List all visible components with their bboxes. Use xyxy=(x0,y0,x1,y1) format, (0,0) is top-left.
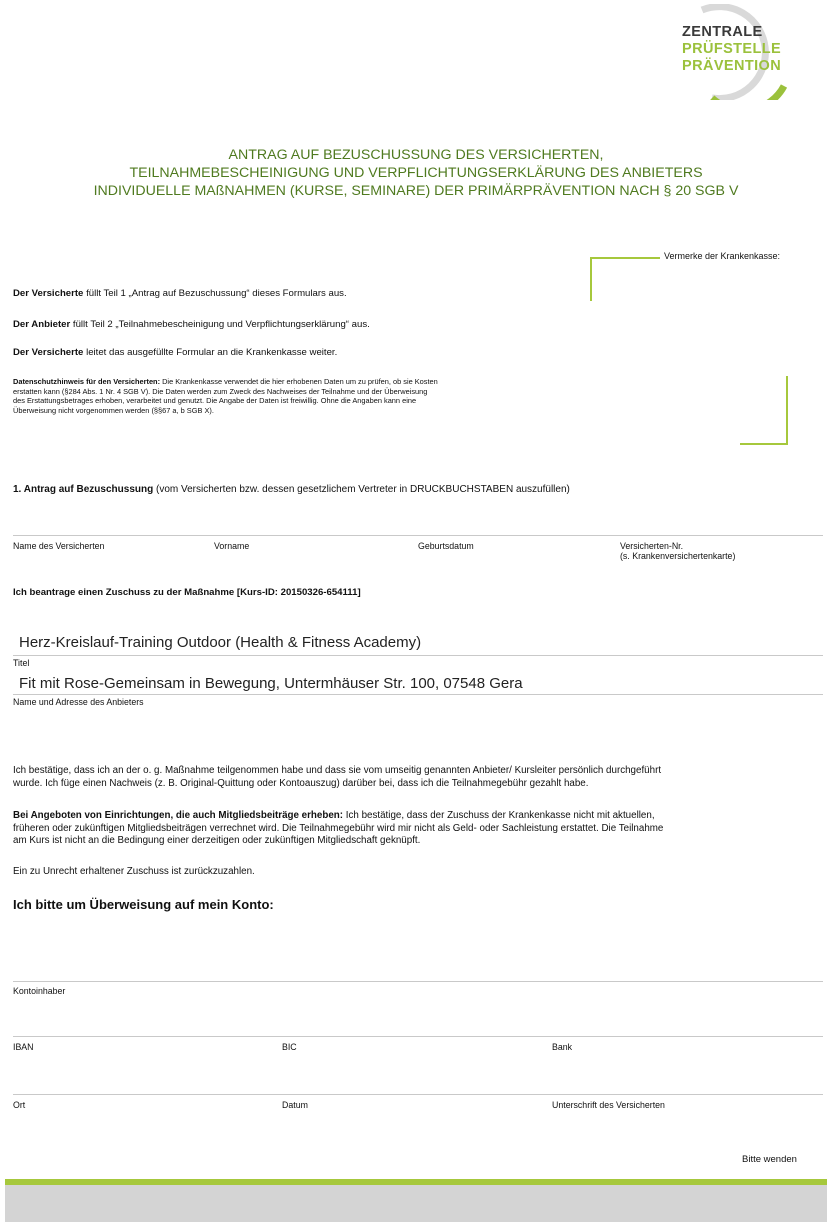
vermerke-corner-top xyxy=(590,257,660,259)
bestaetigung-line-2: wurde. Ich füge einen Nachweis (z. B. Original-Quittung oder Kontoauszug) darüber bei, dass ich die Teilnahmegebühr gezahlt habe. xyxy=(13,777,589,789)
logo xyxy=(672,4,808,100)
page-title xyxy=(0,146,832,200)
intro-3-bold: Der Versicherte xyxy=(13,347,84,358)
geburtsdatum-label: Geburtsdatum xyxy=(418,541,474,551)
bestaetigung-text xyxy=(13,765,661,790)
titel-line xyxy=(13,655,823,656)
intro-1-bold: Der Versicherte xyxy=(13,288,84,299)
row1-line xyxy=(13,535,823,536)
title-line-2: TEILNAHMEBESCHEINIGUNG UND VERPFLICHTUNGSERKLÄRUNG DES ANBIETERS xyxy=(129,165,703,181)
title-line-3: INDIVIDUELLE MAßNAHMEN (KURSE, SEMINARE) DER PRIMÄRPRÄVENTION NACH § 20 SGB V xyxy=(93,183,739,199)
footer-gray-bar xyxy=(5,1185,827,1222)
versnr-line-1: Versicherten-Nr. xyxy=(620,541,684,551)
name-label: Name des Versicherten xyxy=(13,541,105,551)
konto-heading: Ich bitte um Überweisung auf mein Konto: xyxy=(13,897,274,912)
einrichtungen-line-1: Ich bestätige, dass der Zuschuss der Krankenkasse nicht mit aktuellen, xyxy=(343,810,655,821)
zuschuss-heading: Ich beantrage einen Zuschuss zu der Maßnahme [Kurs-ID: 20150326-654111] xyxy=(13,587,361,598)
titel-value[interactable]: Herz-Kreislauf-Training Outdoor (Health & Fitness Academy) xyxy=(19,634,422,651)
vermerke-corner-bottom xyxy=(740,443,788,445)
kontoinhaber-label: Kontoinhaber xyxy=(13,986,66,996)
versnr-line-2: (s. Krankenversichertenkarte) xyxy=(620,551,736,561)
section-1-heading xyxy=(13,484,570,495)
datenschutz-bold: Datenschutzhinweis für den Versicherten: xyxy=(13,377,161,386)
unterschrift-label: Unterschrift des Versicherten xyxy=(552,1100,665,1110)
kontoinhaber-line xyxy=(13,981,823,982)
intro-line-3 xyxy=(13,347,337,358)
rueckzahlung-text: Ein zu Unrecht erhaltener Zuschuss ist zurückzuzahlen. xyxy=(13,866,255,877)
datenschutz-line-1: Die Krankenkasse verwendet die hier erhobenen Daten um zu prüfen, ob sie Kosten xyxy=(160,377,438,386)
ort-line xyxy=(13,1094,823,1095)
einrichtungen-bold: Bei Angeboten von Einrichtungen, die auch Mitgliedsbeiträge erheben: xyxy=(13,810,344,821)
vermerke-corner-left xyxy=(590,257,592,301)
bic-label: BIC xyxy=(282,1042,297,1052)
datenschutz-line-4: Überweisung nicht vorgenommen werden (§§67 a, b SGB X). xyxy=(13,405,214,415)
logo-line-3: PRÄVENTION xyxy=(682,58,782,74)
intro-2-bold: Der Anbieter xyxy=(13,319,71,330)
anbieter-value[interactable]: Fit mit Rose-Gemeinsam in Bewegung, Untermhäuser Str. 100, 07548 Gera xyxy=(19,675,523,692)
ort-label: Ort xyxy=(13,1100,26,1110)
bank-label: Bank xyxy=(552,1042,573,1052)
bitte-wenden: Bitte wenden xyxy=(742,1154,797,1165)
intro-line-2 xyxy=(13,319,370,330)
datenschutz-line-3: des Erstattungsbetrages erhoben, verarbeitet und genutzt. Die Angabe der Daten ist freiwillig. Ohne die Angaben kann eine xyxy=(13,396,417,406)
vermerke-label: Vermerke der Krankenkasse: xyxy=(664,251,781,261)
intro-2-text: füllt Teil 2 „Teilnahmebescheinigung und Verpflichtungserklärung“ aus. xyxy=(70,319,370,330)
title-line-1: ANTRAG AUF BEZUSCHUSSUNG DES VERSICHERTEN, xyxy=(228,147,604,163)
logo-line-1: ZENTRALE xyxy=(682,24,763,40)
vermerke-corner-right xyxy=(786,376,788,444)
vorname-label: Vorname xyxy=(214,541,250,551)
anbieter-line xyxy=(13,694,823,695)
versnr-label xyxy=(620,541,735,561)
datenschutz-line-2: erstatten kann (§284 Abs. 1 Nr. 4 SGB V). Die Daten werden zum Zweck des Nachweises der Teilnahme und der Überweisung xyxy=(13,386,428,396)
intro-1-text: füllt Teil 1 „Antrag auf Bezuschussung“ dieses Formulars aus. xyxy=(83,288,347,299)
titel-label: Titel xyxy=(13,658,30,668)
section-1-text: (vom Versicherten bzw. dessen gesetzlichem Vertreter in DRUCKBUCHSTABEN auszufüllen) xyxy=(153,484,570,495)
datenschutz-hinweis xyxy=(13,377,587,415)
intro-line-1 xyxy=(13,288,347,299)
section-1-bold: 1. Antrag auf Bezuschussung xyxy=(13,484,154,495)
logo-line-2: PRÜFSTELLE xyxy=(682,41,782,57)
intro-3-text: leitet das ausgefüllte Formular an die Krankenkasse weiter. xyxy=(83,347,338,358)
einrichtungen-text xyxy=(13,810,663,848)
einrichtungen-line-2: früheren oder zukünftigen Mitgliedsbeiträgen verrechnet wird. Die Teilnahmegebühr wird mir nicht als Geld- oder Sachleistung erstattet. Die Teilnahme xyxy=(13,822,664,834)
datum-label: Datum xyxy=(282,1100,308,1110)
iban-label: IBAN xyxy=(13,1042,34,1052)
iban-line xyxy=(13,1036,823,1037)
anbieter-label: Name und Adresse des Anbieters xyxy=(13,697,144,707)
bestaetigung-line-1: Ich bestätige, dass ich an der o. g. Maßnahme teilgenommen habe und dass sie vom umseitig genannten Anbieter/ Kursleiter persönlich durchgeführt xyxy=(13,765,662,776)
einrichtungen-line-3: am Kurs ist nicht an die Bedingung einer derzeitigen oder zukünftigen Mitgliedschaft geknüpft. xyxy=(13,835,421,846)
